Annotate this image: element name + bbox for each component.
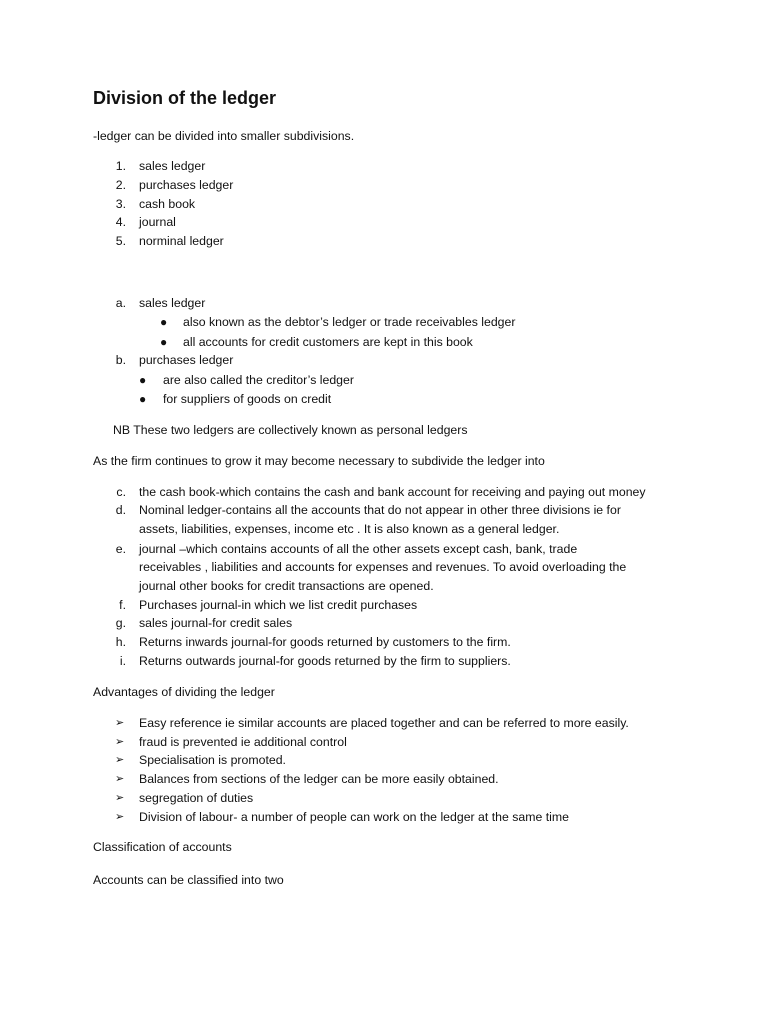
list-marker: g. bbox=[115, 616, 126, 630]
list-item-text: journal –which contains accounts of all the other assets except cash, bank, trade bbox=[139, 542, 578, 556]
list-marker: h. bbox=[115, 635, 126, 649]
list-item-text: journal bbox=[139, 215, 176, 229]
bullet-icon: ● bbox=[160, 315, 168, 329]
advantages-heading: Advantages of dividing the ledger bbox=[93, 685, 275, 699]
list-item-text: Purchases journal-in which we list credit purchases bbox=[139, 598, 418, 612]
bullet-text: all accounts for credit customers are kept in this book bbox=[183, 335, 473, 349]
section-title: purchases ledger bbox=[139, 353, 234, 367]
arrow-bullet-icon: ➢ bbox=[115, 754, 125, 766]
arrow-bullet-icon: ➢ bbox=[115, 717, 125, 729]
list-marker: e. bbox=[115, 542, 126, 556]
classification-heading: Classification of accounts bbox=[93, 840, 232, 854]
bullet-icon: ● bbox=[139, 392, 147, 406]
arrow-bullet-icon: ➢ bbox=[115, 792, 125, 804]
section-marker: a. bbox=[115, 296, 126, 310]
list-marker: c. bbox=[116, 485, 126, 499]
list-item-text: assets, liabilities, expenses, income etc . It is also known as a general ledger. bbox=[139, 522, 560, 536]
list-number: 1. bbox=[115, 159, 126, 173]
list-item-text: Nominal ledger-contains all the accounts that do not appear in other three divisions ie for bbox=[139, 503, 621, 517]
list-item-text: sales journal-for credit sales bbox=[139, 616, 293, 630]
bullet-text: also known as the debtor’s ledger or trade receivables ledger bbox=[183, 315, 516, 329]
list-item-text: sales ledger bbox=[139, 159, 206, 173]
arrow-bullet-icon: ➢ bbox=[115, 773, 125, 785]
list-marker: d. bbox=[115, 503, 126, 517]
page-title: Division of the ledger bbox=[93, 88, 277, 108]
list-item-text: Balances from sections of the ledger can be more easily obtained. bbox=[139, 772, 499, 786]
bullet-text: are also called the creditor’s ledger bbox=[163, 373, 354, 387]
list-item-text: receivables , liabilities and accounts for expenses and revenues. To avoid overloading the bbox=[139, 560, 627, 574]
bullet-icon: ● bbox=[160, 335, 168, 349]
arrow-bullet-icon: ➢ bbox=[115, 736, 125, 748]
list-number: 5. bbox=[115, 234, 126, 248]
list-item-text: fraud is prevented ie additional control bbox=[139, 735, 347, 749]
intro-text: -ledger can be divided into smaller subdivisions. bbox=[93, 129, 355, 143]
list-item-text: cash book bbox=[139, 197, 196, 211]
bullet-icon: ● bbox=[139, 373, 147, 387]
list-item-text: journal other books for credit transactions are opened. bbox=[139, 579, 434, 593]
growth-text: As the firm continues to grow it may become necessary to subdivide the ledger into bbox=[93, 454, 545, 468]
arrow-bullet-icon: ➢ bbox=[115, 811, 125, 823]
list-item-text: norminal ledger bbox=[139, 234, 224, 248]
section-title: sales ledger bbox=[139, 296, 206, 310]
list-marker: f. bbox=[119, 598, 126, 612]
list-item-text: segregation of duties bbox=[139, 791, 254, 805]
list-item-text: purchases ledger bbox=[139, 178, 234, 192]
bullet-text: for suppliers of goods on credit bbox=[163, 392, 332, 406]
list-number: 2. bbox=[115, 178, 126, 192]
list-item-text: Returns inwards journal-for goods returned by customers to the firm. bbox=[139, 635, 511, 649]
nb-note: NB These two ledgers are collectively known as personal ledgers bbox=[113, 423, 468, 437]
list-marker: i. bbox=[119, 654, 126, 668]
list-item-text: Specialisation is promoted. bbox=[139, 753, 286, 767]
list-number: 4. bbox=[115, 215, 126, 229]
list-item-text: Returns outwards journal-for goods returned by the firm to suppliers. bbox=[139, 654, 511, 668]
section-marker: b. bbox=[115, 353, 126, 367]
list-item-text: the cash book-which contains the cash and bank account for receiving and paying out money bbox=[139, 485, 646, 499]
classification-text: Accounts can be classified into two bbox=[93, 873, 284, 887]
list-item-text: Division of labour- a number of people can work on the ledger at the same time bbox=[139, 810, 569, 824]
list-number: 3. bbox=[115, 197, 126, 211]
list-item-text: Easy reference ie similar accounts are placed together and can be referred to more easily. bbox=[139, 716, 629, 730]
